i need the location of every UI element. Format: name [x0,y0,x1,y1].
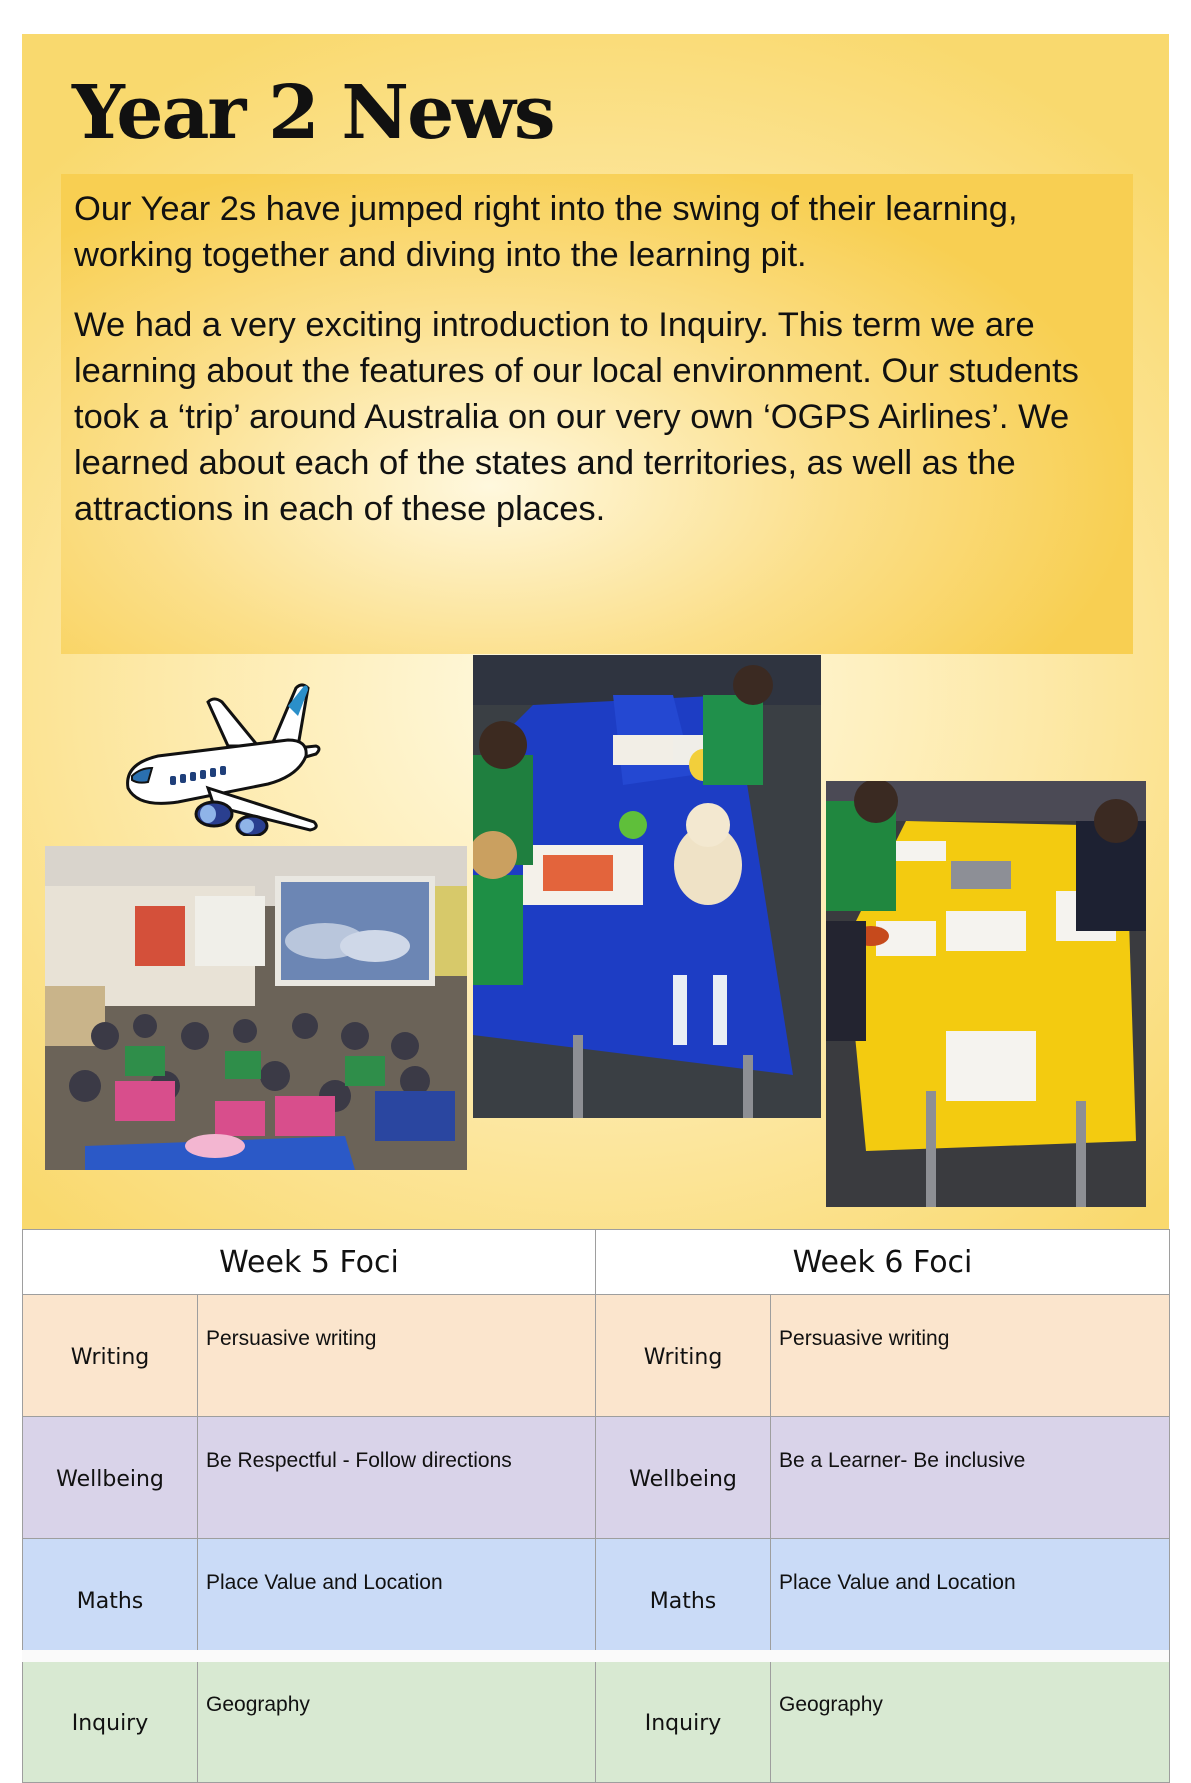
row-label: Wellbeing [56,1467,164,1492]
week5-value: Persuasive writing [198,1295,596,1417]
week5-value: Geography [198,1661,596,1783]
airplane-icon [118,676,328,836]
week6-value: Be a Learner- Be inclusive [771,1417,1170,1539]
intro-paragraph-2: We had a very exciting introduction to Inquiry. This term we are learning about the features of our local environment. Our students took a ‘trip’ around Australia on our very own ‘OGPS Airlines’. We learned about each of the states and territories, as well as the attractions in each of these places. [74,306,1079,528]
week6-value: Geography [771,1661,1170,1783]
table-row [23,1539,1170,1661]
row-label: Inquiry [644,1711,722,1736]
table-row [23,1295,1170,1417]
week5-value: Place Value and Location [198,1539,596,1661]
row-label: Maths [649,1589,717,1614]
week6-heading: Week 6 Foci [596,1230,1170,1295]
classroom-photo [45,846,467,1170]
blue-tables-photo [473,655,821,1118]
row-label: Inquiry [71,1711,149,1736]
row-label: Writing [70,1345,150,1370]
table-row [23,1661,1170,1783]
page-title: Year 2 News [72,70,554,156]
row-label: Wellbeing [629,1467,737,1492]
intro-textbox [61,174,1133,654]
week6-value: Persuasive writing [771,1295,1170,1417]
week6-value: Place Value and Location [771,1539,1170,1661]
row-label: Writing [643,1345,723,1370]
foci-table [22,1229,1170,1783]
week5-heading: Week 5 Foci [23,1230,596,1295]
week5-value: Be Respectful - Follow directions [198,1417,596,1539]
row-label: Maths [76,1589,144,1614]
table-row [23,1417,1170,1539]
yellow-tables-photo [826,781,1146,1207]
bottom-strip [22,1650,1169,1662]
intro-paragraph-1: Our Year 2s have jumped right into the swing of their learning, working together and diving into the learning pit. [74,190,1018,274]
